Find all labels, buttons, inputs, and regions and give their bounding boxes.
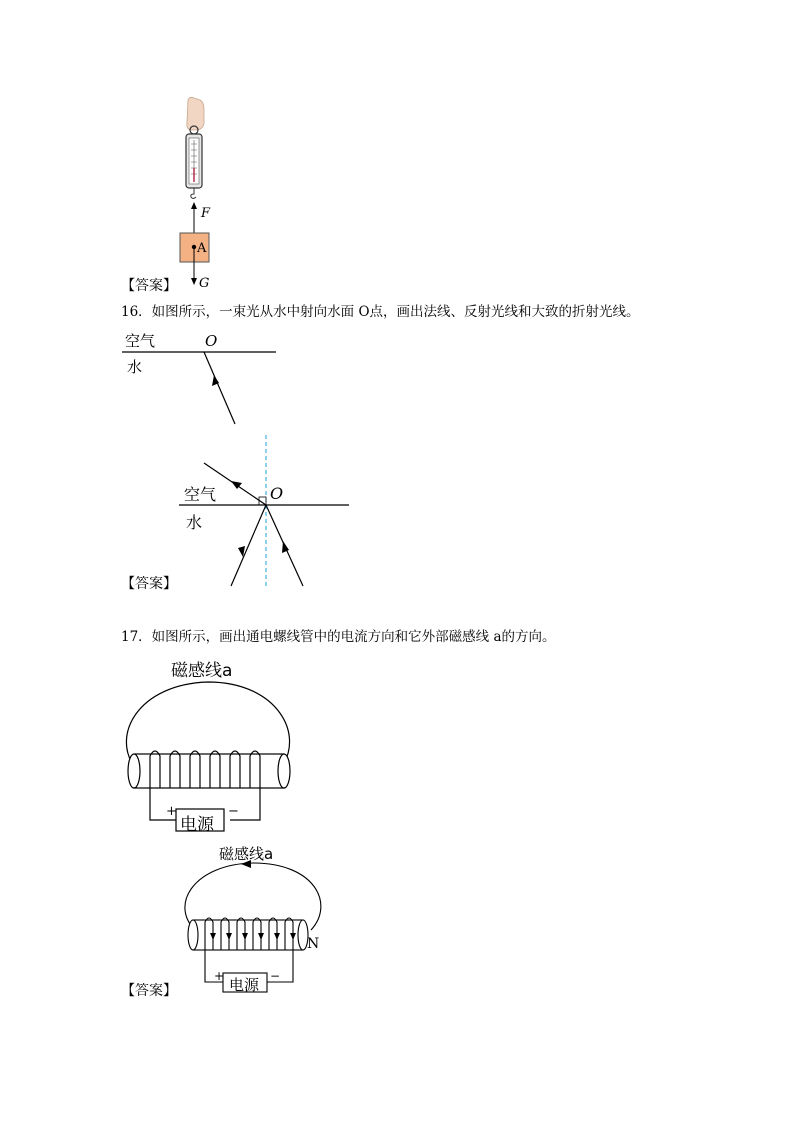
solenoid-tube	[134, 754, 284, 788]
force-f-label: F	[201, 206, 211, 221]
block-a-label: A	[197, 241, 207, 256]
answer-label-16: 【答案】	[121, 576, 177, 592]
spring-scale-figure	[160, 96, 230, 292]
fig17-power-label: 电源	[180, 815, 214, 835]
question-17: 17．如图所示，画出通电螺线管中的电流方向和它外部磁感线 a的方向。	[121, 629, 556, 645]
hand-shape	[187, 97, 204, 130]
question-16: 16．如图所示，一束光从水中射向水面 O点，画出法线、反射光线和大致的折射光线。	[121, 304, 640, 320]
ans17-field-label: 磁感线a	[219, 845, 274, 863]
force-g-label: G	[199, 276, 210, 291]
ans16-air-label: 空气	[184, 485, 217, 504]
fig17-plus: +	[166, 804, 177, 819]
answer-label-15: 【答案】	[121, 278, 177, 294]
ans17-pole-label: N	[307, 936, 320, 952]
answer-label-17: 【答案】	[121, 983, 177, 999]
ans17-plus: +	[214, 969, 225, 983]
scale-hook	[191, 188, 196, 199]
arrow-g-head	[191, 278, 197, 285]
answer-solenoid-tube	[193, 920, 303, 950]
ans16-point-label: O	[270, 484, 284, 503]
fig17-minus: −	[228, 804, 239, 819]
arrow-f-head	[191, 202, 197, 209]
answer-left-ray	[231, 505, 266, 586]
ans17-power-label: 电源	[229, 976, 260, 994]
fig16-water-label: 水	[127, 358, 143, 376]
ans17-minus: −	[270, 969, 281, 983]
fig16-point-label: O	[205, 332, 218, 350]
incident-ray	[204, 352, 235, 424]
field-direction-arrow	[241, 860, 251, 868]
fig16-air-label: 空气	[125, 332, 156, 350]
ans16-water-label: 水	[186, 513, 203, 532]
answer-incident-arrow	[282, 541, 289, 553]
fig17-field-label: 磁感线a	[171, 661, 233, 681]
